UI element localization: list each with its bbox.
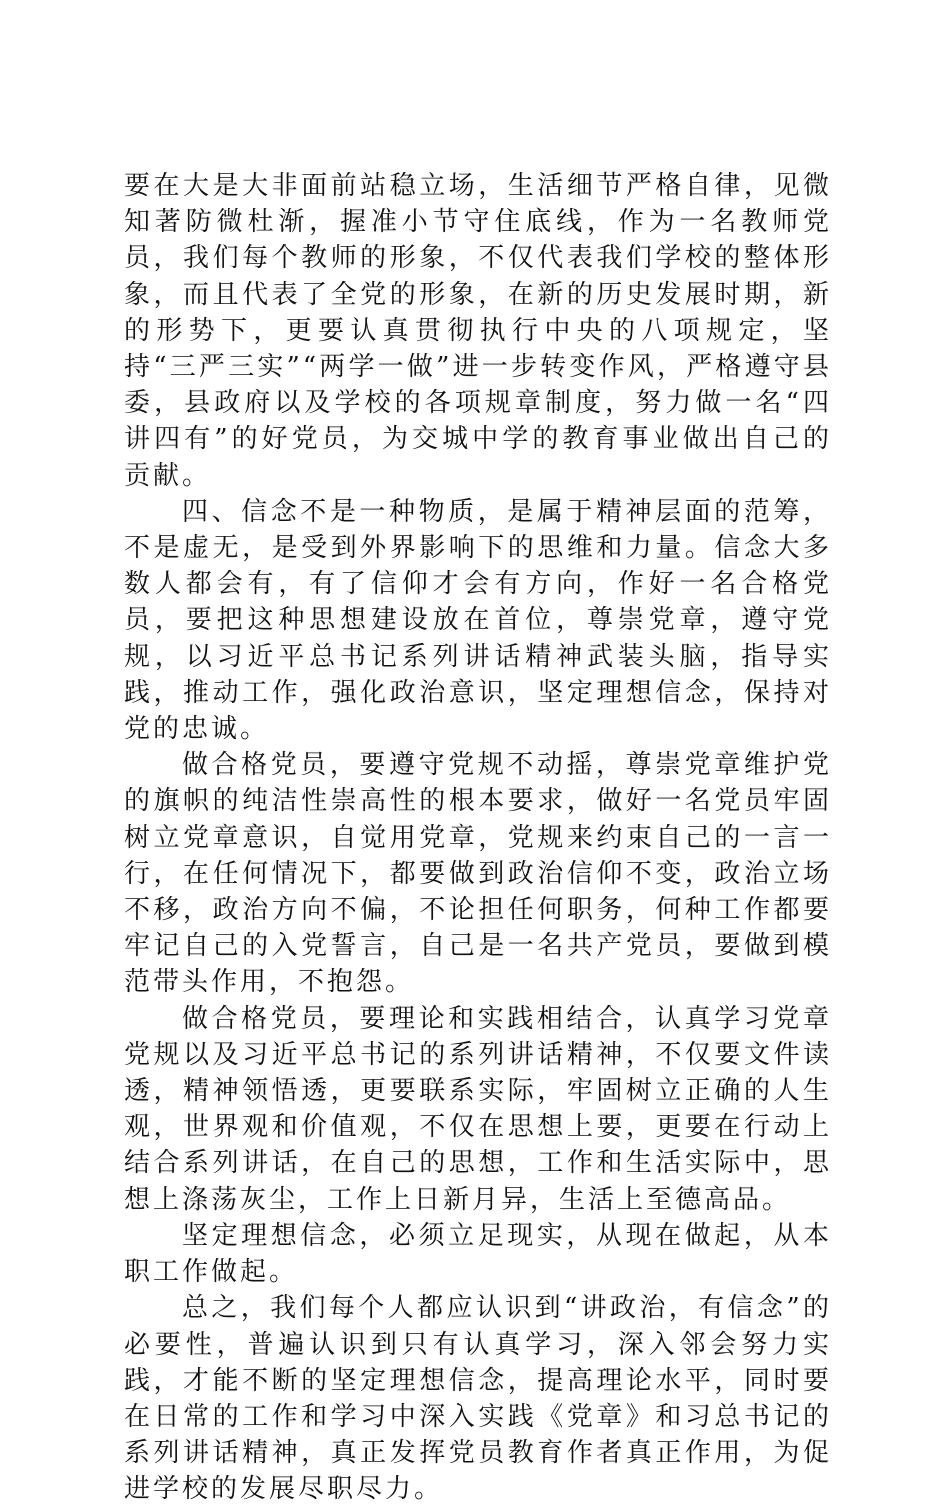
paragraph-continuation: 要在大是大非面前站稳立场，生活细节严格自律，见微知著防微杜渐，握准小节守住底线，作为一名教师党员，我们每个教师的形象，不仅代表我们学校的整体形象，而且代表了全党的形象，在新的历史发展时期，新的形势下，更要认真贯彻执行中央的八项规定，坚持“三严三实”“两学一做”进一步转变作风，严格遵守县委，县政府以及学校的各项规章制度，努力做一名“四讲四有”的好党员，为交城中学的教育事业做出自己的贡献。 (124, 171, 832, 491)
paragraph-party-rules: 做合格党员，要遵守党规不动摇，尊崇党章维护党的旗帜的纯洁性崇高性的根本要求，做好一名党员牢固树立党章意识，自觉用党章，党规来约束自己的一言一行，在任何情况下，都要做到政治信仰不变，政治立场不移，政治方向不偏，不论担任何职务，何种工作都要牢记自己的入党誓言，自己是一名共产党员，要做到模范带头作用，不抱怨。 (124, 750, 832, 998)
paragraph-theory-practice: 做合格党员，要理论和实践相结合，认真学习党章党规以及习近平总书记的系列讲话精神，不仅要文件读透，精神领悟透，更要联系实际，牢固树立正确的人生观，世界观和价值观，不仅在思想上要，更要在行动上结合系列讲话，在自己的思想，工作和生活实际中，思想上涤荡灰尘，工作上日新月异，生活上至德高品。 (124, 1003, 832, 1215)
paragraph-conclusion: 总之，我们每个人都应认识到“讲政治，有信念”的必要性，普遍认识到只有认真学习，深入邻会努力实践，才能不断的坚定理想信念，提高理论水平，同时要在日常的工作和学习中深入实践《党章》和习总书记的系列讲话精神，真正发挥党员教育作者真正作用，为促进学校的发展尽职尽力。 (124, 1293, 832, 1505)
document-body (124, 168, 832, 1508)
paragraph-firm-belief: 坚定理想信念，必须立足现实，从现在做起，从本职工作做起。 (124, 1220, 832, 1288)
paragraph-belief: 四、信念不是一种物质，是属于精神层面的范筹，不是虚无，是受到外界影响下的思维和力量。信念大多数人都会有，有了信仰才会有方向，作好一名合格党员，要把这种思想建设放在首位，尊崇党章，遵守党规，以习近平总书记系列讲话精神武装头脑，指导实践，推动工作，强化政治意识，坚定理想信念，保持对党的忠诚。 (124, 496, 832, 745)
